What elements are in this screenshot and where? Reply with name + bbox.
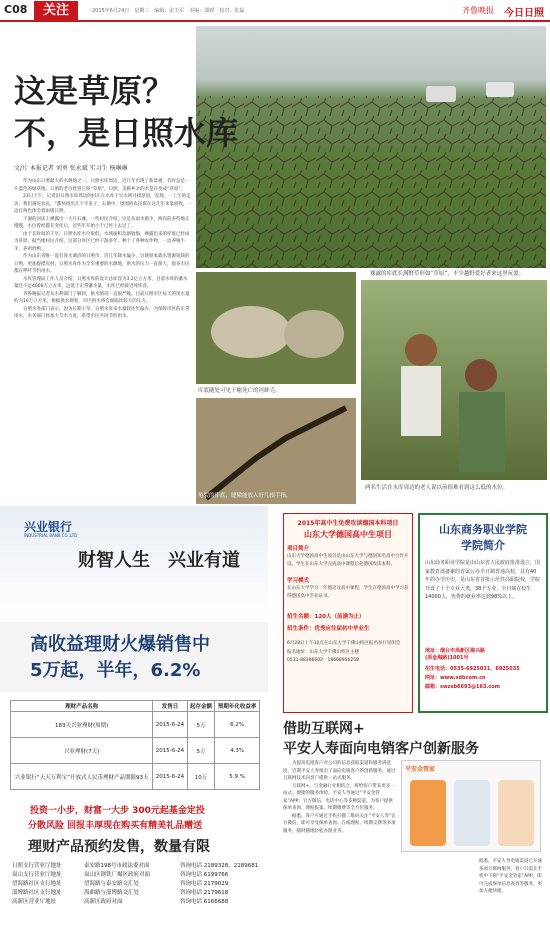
school-text: 山东大学德国高中生项目是由山东大学与德国知名高中合作开设。学生在山东大学完成高中课程后赴德国攻读本科。	[287, 554, 409, 567]
school-cond: 招生条件：优秀应往届初中毕业生	[287, 626, 370, 632]
college-tel: 招生电话：0535-6925031、6925035	[425, 666, 520, 672]
table-cell: 2015-6-24	[153, 764, 187, 790]
cracked-ground-graphic	[196, 26, 546, 268]
paragraph: 干涸的河床上裸露出一大片石滩，一些村民介绍，这是从雨水渐少，两次的多些地正慢慢，水位曾经都在变化后，近些年开始小于已经上去过了。	[14, 216, 190, 229]
table-cell: 2015-6-24	[153, 712, 187, 738]
paragraph: 互联网+，与金融行业相结合，将给客户带来更多一站式、便捷的服务体验。平安人寿通过“平安金管家”APP、官方微信、电话中心等多种渠道，为客户提供保单查询、理赔报案、续期缴费等全方位服务。	[283, 783, 395, 811]
college-web: 网址：www.sdbcom.cn	[425, 675, 486, 681]
crack-graphic	[196, 398, 356, 504]
table-cell: 6.2%	[215, 712, 260, 738]
insurance-title-1: 借助互联网+	[283, 721, 365, 737]
list-item: 淄博路社区支行地址 海曲路与淄博路交汇处 咨询电话 2179618	[12, 890, 229, 896]
school-title-1: 2015年高中生免费攻读德国本科项目	[297, 520, 399, 527]
bank-sub: 5万起，半年，6.2%	[30, 660, 201, 681]
suv-1	[426, 86, 456, 102]
list-item: 日照支行营业厅地址 泰安路198号市政法委对面 咨询电话 2189328、2189681	[12, 863, 259, 869]
paragraph: 作为山东日照最大的水源地之一，日照水库周边，近几年出现了新景观，有时总是一片蓝色的绿草地，日照的老百姓管它叫“草原”。日照，美称乡亲的水是在变成“草原”。	[14, 179, 190, 192]
school-text: 在山东大学学习一年德语及高中课程，学生在德国高中学习获得德国高中毕业证书。	[287, 586, 409, 599]
headline-line2: 不，是日照水库	[14, 114, 239, 152]
insurance-side: 据悉，平安人寿电销渠道已开通多项互联网服务，客户只需在手机中下载“平安金管家”APP，即可完成保单信息查询等服务，更加方便快捷。	[479, 859, 542, 894]
paragraph: 23日上午，记者沿日照水库周边的村庄在水库干旱水域寻找原因，发现，一上午的走访，我们遇见农民，“都快找出几个羊来子，石塘中，周围的农民都在这几年来靠放牧，一边打两色体会着雨缓日照。	[14, 194, 192, 214]
list-item: 岚山支行营业厅地址 岚山区钢铁厂爆区政府对面 咨询电话 6199766	[12, 872, 229, 878]
promo-line-3: 理财产品预约发售，数量有限	[28, 839, 210, 855]
column-header: 理财产品名称	[11, 701, 153, 712]
school-section: 项目简介	[287, 546, 310, 552]
photo-caption-2: 库底随处可见干瘪死亡的河蚌壳。	[198, 388, 281, 394]
page-number: C08	[4, 3, 28, 16]
paragraph: 齐鲁晚报记者从水利部门了解到，供水情况一直很严峻，目前日照市区每天的用水量约为16万立方米，根据供水规划，市区供水将会面临比较大的压力。	[14, 291, 190, 304]
column-header: 预期年化收益率	[215, 701, 260, 712]
suv-2	[486, 82, 514, 97]
bank-logo: 兴业银行	[24, 520, 73, 534]
college-mail: 邮箱：swzsb6693@163.com	[425, 684, 500, 690]
issue-meta: 2015年6月24日 星期三 编辑：张玉军 美编：邵媛 校对：张磊	[92, 8, 245, 14]
college-name: 山东商务职业学院	[439, 523, 527, 536]
headline	[14, 70, 238, 154]
table-cell: 5万	[187, 738, 215, 764]
paragraph: 据悉，客户可通过手机扫描二维码关注“平安人寿”官方微信，即可享受保单查询、在线理赔、续期交费等多项服务，随时随地轻松办理业务。	[283, 813, 396, 834]
photo-caption-3: 龟裂的库底，缝隙能放入好几根手指。	[198, 493, 292, 499]
table-cell: 兴业理财(7天)	[11, 738, 153, 764]
paragraph: 由于长时间的干旱，日照水库水位很低，水域面积急剧收缩，裸露出来的库底已经成为草原。据当地村民介绍，这部分库区已经干涸多年，种上了各种农作物，一边养殖牛羊，养鸡放鸭。	[14, 231, 190, 252]
photo-caption-1: 裸露的库底长满野草形如“草原”，不少越野爱好者来这里玩耍。	[370, 271, 525, 277]
article-body	[14, 178, 192, 500]
column-header: 起存金额	[187, 701, 215, 712]
bank-headline: 高收益理财火爆销售中	[30, 634, 210, 655]
brand-sub: 齐鲁晚报	[462, 6, 494, 15]
headline-line1: 这是草原？	[14, 72, 175, 110]
table-cell: 10万	[187, 764, 215, 790]
college-addr: 地址：烟台市高新区海兴路	[425, 648, 486, 654]
shell-photo	[196, 272, 356, 384]
byline: 文/片 本报记者 刘勇 张永斌 实习生 杨琳琳	[14, 165, 128, 172]
school-title-2: 山东大学德国高中生项目	[304, 530, 392, 539]
school-section: 学习模式	[287, 578, 310, 584]
college-ad	[418, 513, 548, 713]
phone-screens-graphic	[402, 776, 542, 856]
insurance-phone-image	[401, 760, 541, 852]
school-ad	[283, 513, 413, 713]
school-enroll: 招生名额：120人（前满为止）	[287, 614, 365, 620]
table-cell: 兴业银行“天天万利宝”开放式人民币理财产品期限93天	[11, 764, 153, 790]
paragraph: 作为山东省唯一没有客水调济的日照市，近几年降水偏少，这使原本就水资源短缺的日照，更加捉襟见肘。日照水库作为全市重要的水源地，供水的压力一直很大，很多市民都在呼吁节约用水。	[14, 254, 190, 274]
table-row	[11, 738, 260, 764]
promo-line-1: 投资一小步，财富一大步 300元起基金定投	[30, 806, 205, 816]
section-label: 关注	[34, 1, 78, 21]
elders-graphic	[361, 280, 547, 480]
paragraph: 日照水务部门表示，因为长期干旱，日照水库来水量较往年偏少，为保障市区的正常用水，水务部门将加大节水力度，希望市民共同节约用水。	[14, 306, 190, 319]
crack-photo	[196, 398, 356, 504]
bank-slogan: 财智人生 兴业有道	[78, 550, 240, 571]
paragraph: 为提高电销客户对公司的信息获取渠道和服务满意度，近期平安人寿推出了面向电销客户的创新服务，通过互联网技术向客户提供一站式服务。	[283, 761, 396, 781]
insurance-article	[283, 718, 548, 928]
table-row	[11, 712, 260, 738]
promo-line-2: 分散风险 回报丰厚现在购买有精美礼品赠送	[28, 821, 203, 831]
college-body: 山东商务职业学院是由山东省人民政府批准设立，国家教育部备案的省属公办全日制普通高校，具有40年的办学历史，是山东省首批示范性高职院校，学院开设了十个专业大类，38个专业，全日制在校生14000人，优秀的就业率达到98%以上。	[425, 560, 541, 600]
shell-graphic	[196, 272, 356, 384]
table-cell: 183天兴业理财(周期)	[11, 712, 153, 738]
school-addr: 报名地址：山东大学千佛山校区主楼	[287, 650, 359, 655]
college-addr2: (原金海路)1001号	[425, 655, 469, 661]
list-item: 高新区营业厅地址 高新区政府对面 咨询电话 6166688	[12, 899, 229, 905]
school-phone: 0531-88396602 18668956258	[287, 658, 359, 663]
bank-logo-en: INDUSTRIAL BANK CO.,LTD	[24, 533, 78, 538]
photo-caption-4: 两名生活在水库周边的老人说以前很难看到这么低的水位。	[365, 485, 509, 491]
app-logo: 平安金管家	[405, 766, 436, 773]
table-cell: 5万	[187, 712, 215, 738]
school-date: 6月28日上午10点在山东大学千佛山校区报名举行说明会	[287, 641, 401, 646]
list-item: 望海路社区支行地址 望海路与泰安路交汇处 咨询电话 2179029	[12, 881, 229, 887]
elders-photo	[361, 280, 547, 480]
insurance-title-2: 平安人寿面向电销客户创新服务	[283, 741, 479, 757]
bank-ad	[0, 506, 268, 926]
product-table	[10, 700, 260, 790]
table-cell: 5.9 %	[215, 764, 260, 790]
brand-logo: 今日日照	[504, 8, 544, 19]
table-header-row	[11, 701, 260, 712]
hero-photo	[196, 26, 546, 268]
college-intro: 学院简介	[461, 539, 505, 552]
table-cell: 2015-6-24	[153, 738, 187, 764]
insurance-body	[283, 760, 397, 928]
table-cell: 4.3%	[215, 738, 260, 764]
branch-list	[12, 862, 268, 907]
paragraph: 水库管理局工作人员介绍，日照水库的设计总库容为3.2亿立方米，目前水库的蓄水量还不足4000万立方米，远低于正常蓄水量，水库已经接近死库容。	[14, 276, 188, 289]
table-row	[11, 764, 260, 790]
column-header: 发售日	[153, 701, 187, 712]
